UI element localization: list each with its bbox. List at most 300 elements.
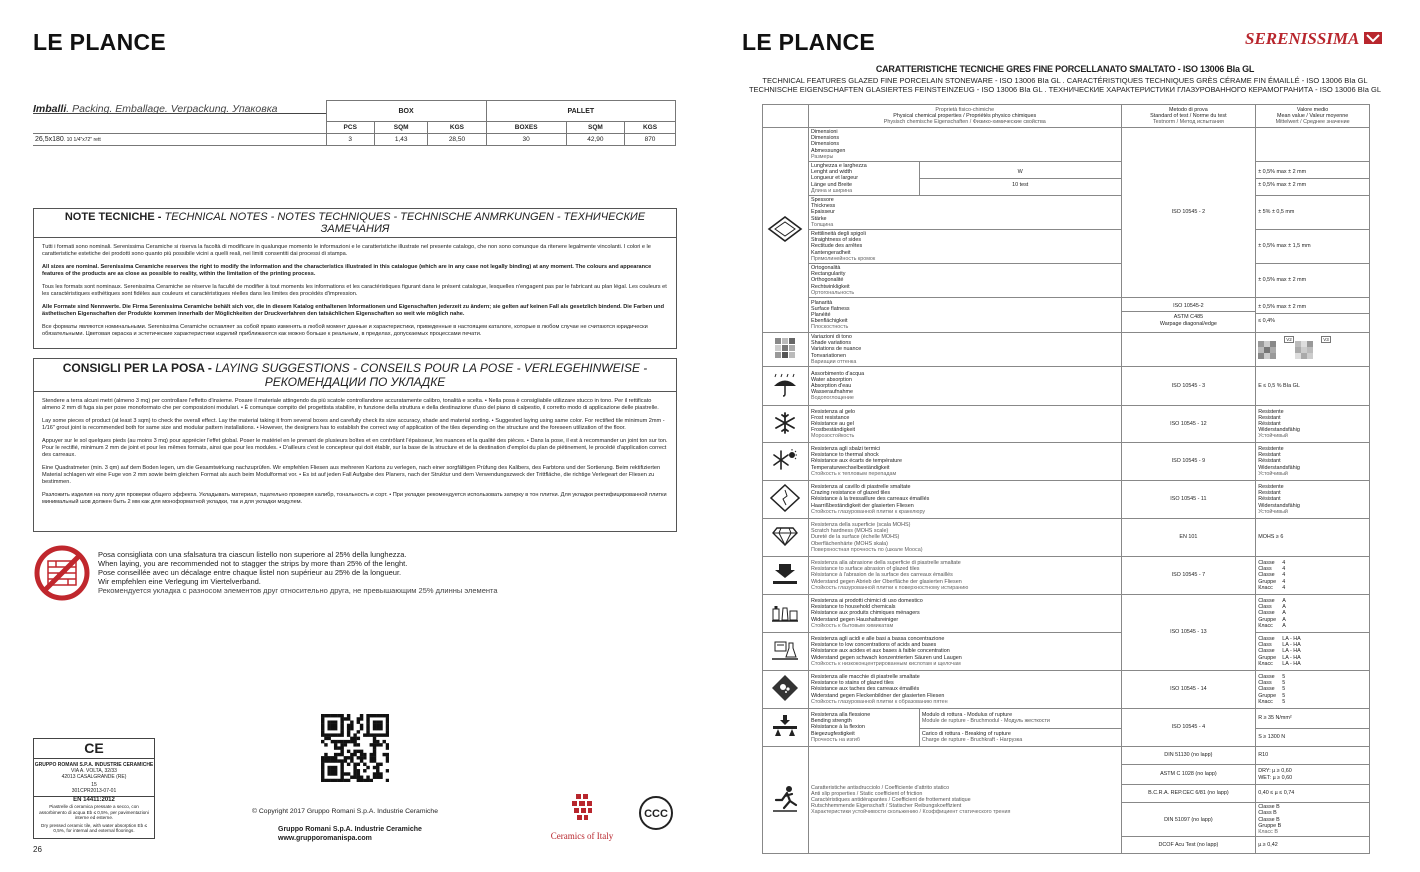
class-label: Classe bbox=[1258, 674, 1275, 681]
right-page-title: LE PLANCE bbox=[742, 29, 876, 55]
qr-module bbox=[360, 753, 363, 756]
qr-module bbox=[370, 753, 373, 756]
qr-module bbox=[327, 727, 330, 730]
class-grade: 4 bbox=[1282, 584, 1286, 591]
ce-mark: CE bbox=[34, 739, 154, 759]
class-grade: 4 bbox=[1282, 578, 1286, 585]
list-line: Gruppe B bbox=[1258, 822, 1282, 829]
qr-module bbox=[366, 730, 369, 733]
packing-group-pallet: PALLET bbox=[486, 101, 675, 122]
list-line: Widerstandsfähig bbox=[1258, 464, 1300, 471]
packing-header: KGS bbox=[428, 122, 486, 134]
technical-notes-box bbox=[33, 208, 677, 349]
list-line: Устойчивый bbox=[1258, 470, 1288, 477]
qr-module bbox=[321, 776, 324, 779]
chemicals-method: ISO 10545 - 13 bbox=[1121, 595, 1256, 671]
qr-module bbox=[344, 772, 347, 775]
packing-table bbox=[33, 100, 676, 146]
length-labels bbox=[808, 162, 919, 196]
class-grade: 5 bbox=[1282, 698, 1286, 705]
list-line: Resistenza della superficie (scala MOHS) bbox=[810, 522, 911, 529]
thermal-shock-icon bbox=[763, 443, 809, 481]
qr-module bbox=[347, 772, 350, 775]
ceramics-of-italy-emblem-icon bbox=[562, 792, 602, 826]
qr-module bbox=[353, 737, 356, 740]
qr-module bbox=[337, 746, 340, 749]
dimensions-icon bbox=[763, 128, 809, 333]
qr-module bbox=[331, 759, 334, 762]
tech-subtitle-1: TECHNICAL FEATURES GLAZED FINE PORCELAIN STONEWARE - ISO 13006 BIa GL . CARACTÉRISTIQUES TECHNIQUES GRÈS CÉRAME FIN ÉMAILLÉ - ISO 13006 BIa GL bbox=[762, 76, 1368, 85]
thickness-value: ± 5% ± 0,5 mm bbox=[1256, 196, 1370, 230]
ceramics-of-italy-logo bbox=[537, 792, 627, 842]
shade-v2-label: V2 bbox=[1286, 337, 1292, 343]
hardness-labels bbox=[808, 519, 1121, 557]
qr-module bbox=[327, 779, 330, 782]
row-straightness bbox=[763, 230, 1370, 264]
row-frost bbox=[763, 406, 1370, 443]
crazing-labels bbox=[808, 481, 1121, 519]
qr-module bbox=[321, 727, 324, 730]
qr-module bbox=[376, 772, 379, 775]
list-line: Resistenza al cavillo di piastrelle smaltate bbox=[810, 484, 911, 491]
company-website[interactable]: www.grupporomanispa.com bbox=[278, 835, 372, 843]
list-line: Länge und Breite bbox=[810, 181, 853, 188]
qr-module bbox=[376, 724, 379, 727]
qr-module bbox=[327, 766, 330, 769]
list-line: Frost resistance bbox=[810, 414, 850, 421]
qr-module bbox=[331, 769, 334, 772]
qr-module bbox=[370, 743, 373, 746]
qr-module bbox=[324, 733, 327, 736]
frost-method: ISO 10545 - 12 bbox=[1121, 406, 1256, 443]
qr-module bbox=[353, 750, 356, 753]
list-line: Orthogonalité bbox=[810, 277, 844, 284]
qr-module bbox=[370, 756, 373, 759]
ceramics-of-italy-text: Ceramics of Italy bbox=[550, 831, 614, 841]
list-line: Planarità bbox=[810, 299, 833, 306]
slip-method: DCOF Acu Test (no lapp) bbox=[1121, 837, 1256, 854]
flatness-value-2: ≤ 0,4% bbox=[1258, 317, 1275, 324]
length-value-1: ± 0,5% max ± 2 mm bbox=[1256, 166, 1369, 179]
qr-module bbox=[357, 756, 360, 759]
qr-module bbox=[337, 733, 340, 736]
row-acids-bases bbox=[763, 633, 1370, 671]
qr-module bbox=[324, 779, 327, 782]
class-label: Classe bbox=[1258, 560, 1275, 567]
packing-label-rest: . Packing. Emballage. Verpackung. Упаковка bbox=[66, 103, 278, 115]
qr-module bbox=[347, 717, 350, 720]
qr-module bbox=[353, 733, 356, 736]
qr-module bbox=[373, 772, 376, 775]
advice-line: Pose conseillée avec un décalage entre chaque listel non supérieur au 25% de la longueur. bbox=[98, 568, 402, 577]
list-line: Classe B bbox=[1258, 816, 1280, 823]
qr-module bbox=[344, 759, 347, 762]
list-line: Resistant bbox=[1258, 452, 1281, 459]
qr-module bbox=[360, 727, 363, 730]
list-line: Frostbeständigkeit bbox=[810, 427, 856, 434]
bending-method: ISO 10545 - 4 bbox=[1121, 709, 1256, 747]
list-line: Rechtwinkligkeit bbox=[810, 283, 850, 290]
qr-module bbox=[357, 737, 360, 740]
class-label: Gruppe bbox=[1258, 578, 1277, 585]
qr-module bbox=[376, 776, 379, 779]
qr-module bbox=[357, 779, 360, 782]
qr-module bbox=[334, 743, 337, 746]
row-bending bbox=[763, 709, 1370, 747]
qr-module bbox=[383, 753, 386, 756]
umbrella-icon bbox=[763, 367, 809, 406]
qr-module bbox=[347, 724, 350, 727]
qr-module bbox=[321, 779, 324, 782]
qr-module bbox=[379, 714, 382, 717]
class-label: Classe bbox=[1258, 636, 1275, 643]
slip-method: DIN 51097 (no lapp) bbox=[1121, 803, 1256, 837]
bending-load: Carico di rottura - Breaking of rupture Charge de rupture - Bruchkraft - Нагрузка bbox=[921, 730, 1023, 744]
qr-module bbox=[386, 753, 389, 756]
list-line: Вариации оттенка bbox=[810, 358, 857, 365]
thermal-labels bbox=[808, 443, 1121, 481]
crazing-icon bbox=[763, 481, 809, 519]
list-line: Длина и ширина bbox=[810, 187, 853, 194]
list-line: Spessore bbox=[810, 197, 834, 204]
qr-module bbox=[337, 779, 340, 782]
qr-module bbox=[360, 779, 363, 782]
qr-module bbox=[383, 740, 386, 743]
qr-module bbox=[353, 776, 356, 779]
class-label: Classe bbox=[1258, 598, 1275, 605]
shade-value bbox=[1256, 333, 1370, 367]
list-line: Resistente bbox=[1258, 408, 1284, 415]
list-line: Ebenflächigkeit bbox=[810, 318, 848, 325]
list-line: Водопоглощение bbox=[810, 395, 854, 402]
qr-module bbox=[373, 724, 376, 727]
qr-module bbox=[350, 759, 353, 762]
paragraph: All sizes are nominal. Serenissima Ceramiche reserves the right to modify the information and the characteristics illustrated in this catalogue (which are in any case not legally binding) at any moment. The colours and appearance features of the products are as close as possible to reality, within the limitation of the printing process. bbox=[42, 263, 652, 277]
tech-title: CARATTERISTICHE TECNICHE GRES FINE PORCELLANATO SMALTATO - ISO 13006 BIa GL bbox=[875, 64, 1255, 74]
list-line: Abmessungen bbox=[810, 147, 846, 154]
qr-module bbox=[373, 727, 376, 730]
qr-module bbox=[334, 759, 337, 762]
qr-module bbox=[340, 730, 343, 733]
qr-module bbox=[383, 733, 386, 736]
list-line: Longueur et largeur bbox=[810, 175, 859, 182]
length-value-2: ± 0,5% max ± 2 mm bbox=[1258, 182, 1307, 189]
qr-module bbox=[327, 769, 330, 772]
qr-module bbox=[347, 763, 350, 766]
orthogonality-labels bbox=[808, 264, 1121, 298]
list-line: Class B bbox=[1258, 810, 1277, 817]
row-shade bbox=[763, 333, 1370, 367]
qr-module bbox=[337, 714, 340, 717]
qr-module bbox=[331, 756, 334, 759]
qr-module bbox=[379, 720, 382, 723]
qr-module bbox=[321, 769, 324, 772]
paragraph: Alle Formate sind Nennwerte. Die Firma Serenissima Ceramiche behält sich vor, die in diesem Katalog enthaltenen Informationen und Eigenschaften jederzeit zu ändern; sie gelten auf keinen Fall als gesetzlich bindend. Die Farben und ästhetischen Eigenschaften der Produkte kommen innerhalb der Möglichkeiten der Druckverfahren den tatsächlichen Eigenschaften so weit wie möglich nahe. bbox=[42, 303, 664, 317]
snowflake-icon bbox=[763, 406, 809, 443]
list-line: Caractéristiques antidérapantes / Coefficient de frottement statique bbox=[810, 797, 971, 803]
list-line: DRY: µ ≥ 0,60 bbox=[1258, 768, 1292, 775]
qr-module bbox=[327, 733, 330, 736]
qr-module bbox=[327, 724, 330, 727]
advice-line: Рекомендуется укладка с разносом элементов друг относительно друга, не превышающим 25% длинны элемента bbox=[98, 586, 498, 595]
company-name: Gruppo Romani S.p.A. Industrie Ceramiche bbox=[278, 826, 422, 833]
class-label: Gruppe bbox=[1258, 616, 1277, 623]
qr-module bbox=[373, 756, 376, 759]
list-line: Resistenza agli acidi e alle basi a bassa concentrazione bbox=[810, 636, 945, 643]
list-line: Anti slip properties / Static coefficient of friction bbox=[810, 790, 923, 797]
packing-value: 30 bbox=[486, 134, 566, 146]
list-line: Surface flatness bbox=[810, 305, 850, 312]
class-grade: A bbox=[1282, 622, 1286, 629]
slip-method: DIN 51130 (no lapp) bbox=[1121, 747, 1256, 765]
packing-value: 28,50 bbox=[428, 134, 486, 146]
list-line: Устойчивый bbox=[1258, 508, 1288, 515]
household-chemicals-labels bbox=[808, 595, 1121, 633]
acids-bases-values bbox=[1256, 633, 1370, 671]
qr-module bbox=[347, 714, 350, 717]
list-line: Résistant bbox=[1258, 496, 1281, 503]
diamond-icon bbox=[763, 519, 809, 557]
list-line: Rutschhemmende Eigenschaft / Statischer Reibungskoeffizient bbox=[810, 803, 962, 810]
class-label: Classe bbox=[1258, 648, 1275, 655]
row-flatness bbox=[763, 298, 1370, 333]
qr-module bbox=[321, 766, 324, 769]
list-line: Bending strength bbox=[810, 718, 852, 725]
qr-module bbox=[327, 772, 330, 775]
qr-module bbox=[379, 743, 382, 746]
qr-module bbox=[370, 779, 373, 782]
qr-module bbox=[376, 720, 379, 723]
qr-module bbox=[353, 766, 356, 769]
list-line: Resistenza al gelo bbox=[810, 408, 856, 415]
orthogonality-value: ± 0,5% max ± 2 mm bbox=[1256, 264, 1370, 298]
list-line: Resistenza alle macchie di piastrelle smaltate bbox=[810, 674, 920, 681]
paragraph: Tutti i formati sono nominali. Serenissima Ceramiche si riserva la facoltà di modificare in qualunque momento le informazioni e le caratteristiche illustrate nel presente catalogo, che non sono comunque da ritenere legalmente vincolanti. I colori e le caratteristiche estetiche dei prodotti sono quanto più possibile vicini a quelli reali, nei limiti consentiti dai processi di stampa. bbox=[42, 244, 651, 257]
list-line: Crazing resistance of glazed tiles bbox=[810, 490, 891, 497]
laying-suggestions-body bbox=[34, 398, 676, 506]
class-grade: 5 bbox=[1282, 692, 1286, 699]
thickness-labels bbox=[808, 196, 1121, 230]
qr-module bbox=[376, 740, 379, 743]
shade-v3-label: V3 bbox=[1323, 337, 1329, 343]
qr-module bbox=[373, 714, 376, 717]
class-grade: 5 bbox=[1282, 680, 1286, 687]
qr-module bbox=[324, 743, 327, 746]
class-label: Class bbox=[1258, 642, 1272, 649]
qr-module bbox=[363, 769, 366, 772]
bending-labels bbox=[808, 709, 919, 747]
qr-module bbox=[331, 740, 334, 743]
qr-module bbox=[357, 763, 360, 766]
qr-module bbox=[366, 727, 369, 730]
qr-module bbox=[379, 727, 382, 730]
list-line: Resistenza ai prodotti chimici di uso domestico bbox=[810, 598, 923, 605]
qr-module bbox=[353, 772, 356, 775]
qr-module bbox=[386, 769, 389, 772]
list-line: Widerstand gegen Fleckenbildner der glasierten Fliesen bbox=[810, 692, 945, 699]
technical-notes-body bbox=[34, 244, 676, 338]
stain-method: ISO 10545 - 14 bbox=[1121, 671, 1256, 709]
class-label: Gruppe bbox=[1258, 692, 1277, 699]
row-length-width bbox=[763, 162, 1370, 196]
packing-header: PCS bbox=[326, 122, 374, 134]
qr-module bbox=[363, 753, 366, 756]
qr-module bbox=[373, 766, 376, 769]
paragraph: Appuyer sur le sol quelques pieds (au moins 3 mq) pour apprécier l'effet global. Poser le matériel en le prenant de plusieurs boîtes et en contrôlant l'épaisseur, les nuances et la qualité des pièces. • Dans la pose, il est à recommander un joint ton sur ton. Pour le rectifié, minimum 2 mm de joint et pour les mêmes formats, ainsi que pour les modules. • D'ailleurs c'est le concepteur qui doit établir, sur la base de la structure et de la destination d'emploi du plan de piétinement, le procédé d'application correct des carreaux. bbox=[42, 437, 668, 458]
qr-module bbox=[353, 769, 356, 772]
qr-module bbox=[366, 766, 369, 769]
list-line: Widerstand gegen schwach konzentrierten Säuren und Laugen bbox=[810, 654, 962, 661]
qr-module bbox=[357, 743, 360, 746]
list-line: Размеры bbox=[810, 153, 834, 160]
qr-module bbox=[386, 717, 389, 720]
qr-module bbox=[340, 720, 343, 723]
qr-module bbox=[386, 730, 389, 733]
qr-module bbox=[357, 730, 360, 733]
frost-labels bbox=[808, 406, 1121, 443]
qr-module bbox=[334, 727, 337, 730]
qr-module bbox=[334, 753, 337, 756]
crazing-method: ISO 10545 - 11 bbox=[1121, 481, 1256, 519]
qr-module bbox=[353, 753, 356, 756]
list-line: Толщина bbox=[810, 221, 834, 228]
qr-module bbox=[340, 733, 343, 736]
qr-module bbox=[324, 714, 327, 717]
qr-module bbox=[344, 743, 347, 746]
class-label: Gruppe bbox=[1258, 654, 1277, 661]
stain-icon bbox=[763, 671, 809, 709]
col-properties: Proprietà fisico-chimiche Physical chemical properties / Propriétés physico chimiques Physisch chemische Eigenschaften / Физико-химические свойства bbox=[808, 105, 1121, 128]
list-line: WET: µ ≥ 0,60 bbox=[1258, 774, 1293, 781]
qr-module bbox=[321, 763, 324, 766]
row-orthogonality bbox=[763, 264, 1370, 298]
qr-module bbox=[373, 740, 376, 743]
shade-variation-icon bbox=[763, 333, 809, 367]
qr-module bbox=[347, 740, 350, 743]
class-label: Classe bbox=[1258, 572, 1275, 579]
dimensions-labels bbox=[808, 128, 1121, 162]
qr-code-icon[interactable] bbox=[321, 714, 389, 782]
qr-module bbox=[321, 733, 324, 736]
paragraph: Все форматы являются номинальными. Serenissima Ceramiche оставляет за собой право изменять в любой момент данные и характеристики, приведенные в настоящем каталоге, которые в любом случае не считаются юридически обязательными. Цветовая окраска и эстетические характеристики изделий приближаются как можно больше к реальным, в пределах, допускаемых процессами печати. bbox=[42, 323, 648, 337]
list-line: Résistance à la tressaillure des carreaux émaillés bbox=[810, 496, 930, 503]
qr-module bbox=[321, 720, 324, 723]
qr-module bbox=[353, 740, 356, 743]
qr-module bbox=[366, 776, 369, 779]
qr-module bbox=[379, 724, 382, 727]
straightness-labels bbox=[808, 230, 1121, 264]
packing-value: 3 bbox=[326, 134, 374, 146]
list-line: Oberflächenhärte (MOHS skala) bbox=[810, 540, 888, 547]
ce-label: CE GRUPPO ROMANI S.P.A. INDUSTRIE CERAMICHE VIA A. VOLTA, 32/33 42013 CASALGRANDE (RE) 15 301CPR2013-07-01 EN 14411:2012 Piastrelle di ceramica pressate a secco, con assorbimento di acqua Eb ≤ 0,5%, per pavimentazioni interne ed esterne. Dry pressed ceramic tile, with water absorption Eb ≤ 0,5%, for internal and external floorings. bbox=[33, 738, 155, 839]
list-line: Ortogonalità bbox=[810, 265, 841, 272]
class-grade: LA - HA bbox=[1282, 648, 1301, 655]
paragraph: Eine Quadratmeter (min. 3 qm) auf dem Boden legen, um die Gesamtwirkung nachzuprüfen. Wir empfehlen Fliesen aus mehreren Kartons zu verlegen, nach einer sorgfältigen Prüfung des Kalibers, des Farbtons und der Sortierung. Beim rektifizierten Material schlagen wir eine Fuge von 2 mm sowie beim gleichen Format als auch beim Modulformat vor. • Es ist auf jeden Fall Aufgabe des Planers, nach der Struktur und dem Verwendungszweck der Trittfläche, die richtige Verlegeart der Fliesen zu bestimmen. bbox=[42, 464, 661, 485]
qr-module bbox=[379, 776, 382, 779]
list-line: Résistance aux taches des carreaux émaillés bbox=[810, 686, 920, 693]
qr-module bbox=[360, 759, 363, 762]
qr-module bbox=[383, 714, 386, 717]
advice-line: Wir empfehlen eine Verlegung im Viertelverband. bbox=[98, 577, 261, 586]
list-line: Морозостойкость bbox=[810, 433, 855, 440]
bending-strength-icon bbox=[763, 709, 809, 747]
list-line: µ ≥ 0,42 bbox=[1258, 842, 1278, 848]
class-grade: A bbox=[1282, 604, 1286, 611]
list-line: Rectangularity bbox=[810, 271, 846, 278]
qr-module bbox=[366, 717, 369, 720]
row-thermal-shock bbox=[763, 443, 1370, 481]
list-line: Класс B bbox=[1258, 828, 1278, 835]
qr-module bbox=[370, 733, 373, 736]
list-line: Water absorption bbox=[810, 376, 852, 383]
qr-module bbox=[321, 730, 324, 733]
qr-module bbox=[334, 769, 337, 772]
row-hardness bbox=[763, 519, 1370, 557]
qr-module bbox=[350, 720, 353, 723]
qr-module bbox=[357, 772, 360, 775]
qr-module bbox=[386, 746, 389, 749]
packing-value: 42,90 bbox=[566, 134, 624, 146]
qr-module bbox=[376, 766, 379, 769]
row-absorption bbox=[763, 367, 1370, 406]
list-line: Плоскостность bbox=[810, 324, 849, 331]
flatness-method-1: ISO 10545-2 bbox=[1122, 301, 1256, 312]
paragraph: Разложить изделия на полу для проверки общего эффекта. Укладывать материал, тщательно проверяя калибр, тональность и сорт. • При укладке рекомендуется использовать затирку в тон плитки. Для укладки ректифицированной плитки минимальный шов должен быть 2 мм как для моноформатной укладки, так и для укладки модулем. bbox=[42, 491, 667, 505]
qr-module bbox=[334, 740, 337, 743]
class-label: Класс bbox=[1258, 660, 1273, 667]
class-grade: A bbox=[1282, 610, 1286, 617]
bending-value-1: R ≥ 35 N/mm² bbox=[1256, 710, 1369, 729]
slip-icon bbox=[763, 747, 809, 854]
flatness-method-3: Warpage diagonal/edge bbox=[1159, 320, 1217, 327]
list-line: Dimensions bbox=[810, 135, 840, 142]
class-label: Class bbox=[1258, 680, 1272, 687]
qr-module bbox=[386, 714, 389, 717]
qr-module bbox=[366, 779, 369, 782]
qr-module bbox=[321, 772, 324, 775]
list-line: Resistance to low concentrations of acids and bases bbox=[810, 642, 937, 649]
packing-row-label: 26,5x180. 10 1/4"x72" rett bbox=[33, 134, 326, 146]
qr-module bbox=[324, 756, 327, 759]
qr-module bbox=[366, 733, 369, 736]
list-line: Resistenza alla flessione bbox=[810, 712, 871, 719]
list-line: Caratteristiche antisdrucciolo / Coefficiente d'attrito statico bbox=[810, 784, 950, 791]
crazing-values bbox=[1256, 481, 1370, 519]
list-line: Biegezugfestigkeit bbox=[810, 730, 855, 737]
packing-header: SQM bbox=[374, 122, 427, 134]
list-line: Straightness of sides bbox=[810, 237, 862, 244]
technical-notes-title: NOTE TECNICHE - TECHNICAL NOTES - NOTES TECHNIQUES - TECHNISCHE ANMRKUNGEN - ТЕХНИЧЕСКИЕ ЗАМЕЧАНИЯ bbox=[34, 209, 676, 238]
class-grade: 4 bbox=[1282, 560, 1286, 567]
qr-module bbox=[350, 737, 353, 740]
absorption-method: ISO 10545 - 3 bbox=[1121, 367, 1256, 406]
qr-module bbox=[360, 724, 363, 727]
flatness-labels bbox=[808, 298, 1121, 333]
ccc-logo-icon bbox=[638, 795, 674, 831]
slip-method: ASTM C 1028 (no lapp) bbox=[1121, 765, 1256, 785]
list-line: Thickness bbox=[810, 203, 836, 210]
class-label: Class bbox=[1258, 604, 1272, 611]
household-chemicals-icon bbox=[763, 595, 809, 633]
frost-values bbox=[1256, 406, 1370, 443]
tech-table bbox=[762, 104, 1370, 854]
bending-modulus: Modulo di rottura - Modulus of rupture Module de rupture - Bruchmodul - Модуль жесткости bbox=[920, 710, 1121, 729]
copyright: © Copyright 2017 Gruppo Romani S.p.A. Industrie Ceramiche bbox=[252, 808, 438, 815]
abrasion-icon bbox=[763, 557, 809, 595]
qr-module bbox=[321, 756, 324, 759]
qr-module bbox=[373, 737, 376, 740]
list-line: Résistance à l'abrasion de la surface des carreaux émaillés bbox=[810, 572, 953, 579]
